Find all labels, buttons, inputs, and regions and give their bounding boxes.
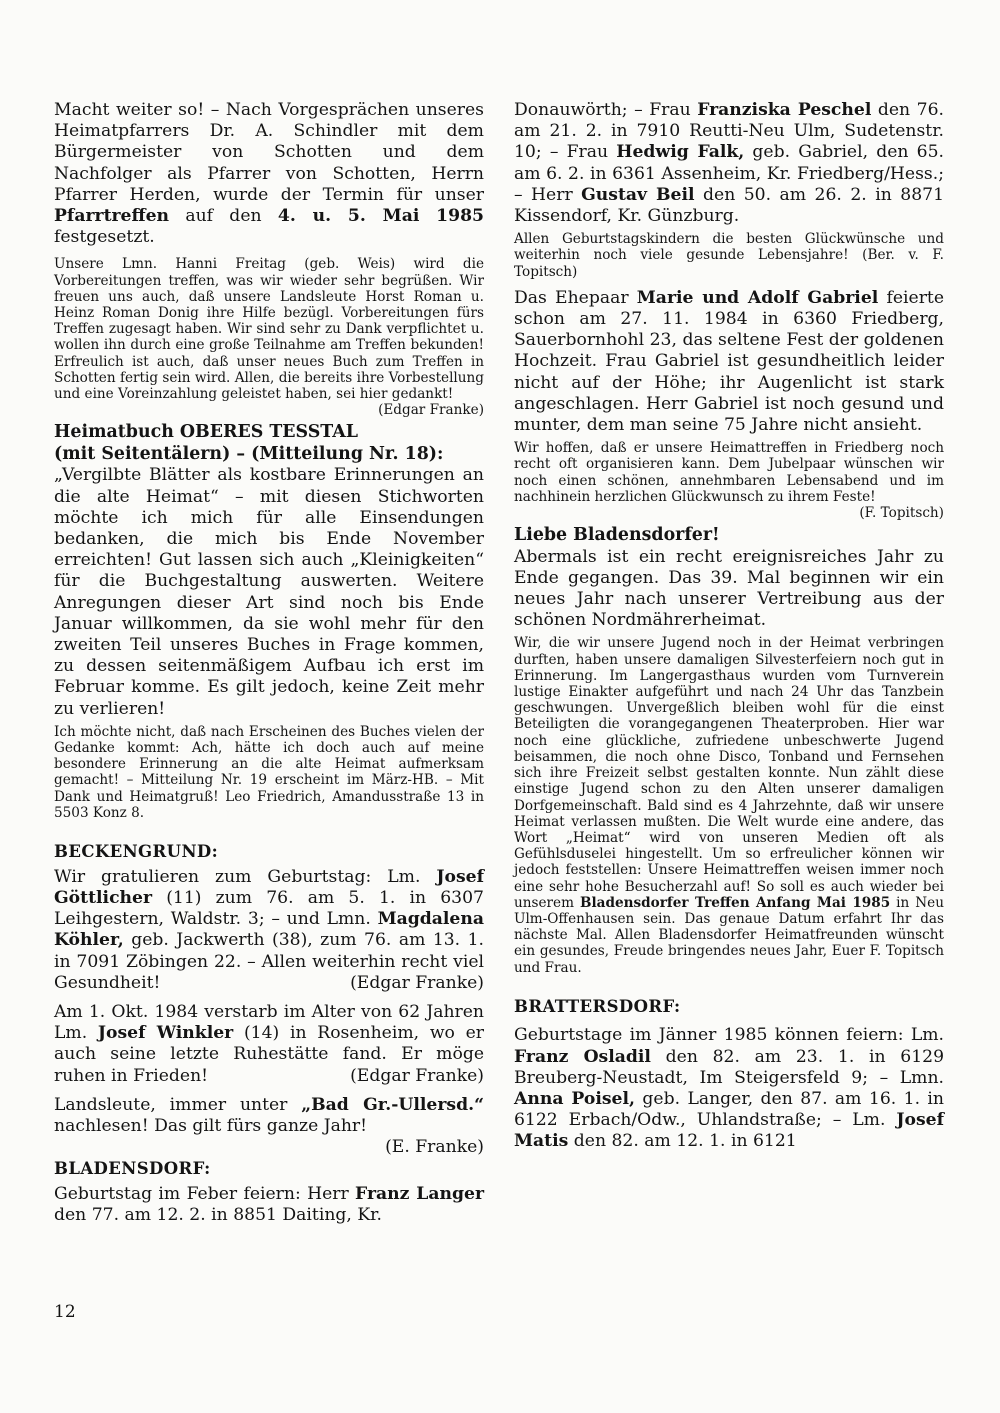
signature: (E. Franke) bbox=[385, 1137, 484, 1158]
heimatbuch-text: „Vergilbte Blätter als kostbare Erinnerungen an die alte Heimat“ – mit diesen Stichworten möchte ich mich für alle Einsendungen bedanken, die mich bis Ende November erreichten! Gut lassen sich auch „Kleinigkeiten“ für die Buchgestaltung auswerten. Weitere Anregungen dieser Art sind noch bis Ende Januar willkommen, da sie wohl mehr für den zweiten Teil unseres Buches in Frage kommen, zu dessen seitenmäßigem Aufbau ich erst im Februar komme. Es gilt jedoch, keine Zeit mehr zu verlieren! bbox=[54, 465, 484, 719]
article-schotten-intro: Macht weiter so! – Nach Vorgesprächen unseres Heimatpfarrers Dr. A. Schindler mit dem Bürgermeister von Schotten und dem Nachfolger als Pfarrer von Schotten, Herrn Pfarrer Herden, wurde der Termin für unser Pfarrtreffen auf den 4. u. 5. Mai 1985 festgesetzt. bbox=[54, 100, 485, 248]
heimatbuch-heading: Heimatbuch OBERES TESSTAL (mit Seitentälern) – (Mitteilung Nr. 18): bbox=[54, 422, 444, 464]
brattersdorf-heading: BRATTERSDORF: bbox=[514, 996, 681, 1016]
new-year-letter: Wir, die wir unsere Jugend noch in der Heimat verbringen durften, haben unsere damaligen Silvesterfeiern noch gut in Erinnerung. Im Langergasthaus wurden vom Turnverein lustige Einakter aufgeführt und nach 24 Uhr das Tanzbein geschwungen. Unvergeßlich bleiben wohl für die einst Beteiligten die vorangegangenen Theaterproben. Hier war noch eine glückliche, zufriedene unbeschwerte Jugend beisammen, die noch ohne Disco, Tonband und Fernsehen sich ihre Freizeit selbst gestalten konnte. Nun zählt diese einstige Jugend schon zu den Alten unserer damaligen Dorfgemeinschaft. Bald sind es 4 Jahrzehnte, daß wir unsere Heimat verlassen mußten. Die Welt wurde eine andere, das Wort „Heimat“ wird von unseren Medien oft als Gefühlsduselei hingestellt. Um so erfreulicher können wir jedoch feststellen: Unsere Heimattreffen weisen immer noch eine sehr hohe Besucherzahl auf! So soll es auch wieder bei unserem Bladensdorfer Treffen Anfang Mai 1985 in Neu Ulm-Offenhausen sein. Das genaue Datum erfahrt Ihr das nächste Mal. Allen Bladensdorfer Heimatfreunden wünscht ein gesundes, Freude bringendes neues Jahr, Euer F. Topitsch und Frau. bbox=[514, 635, 944, 976]
liebe-bladensdorfer-heading: Liebe Bladensdorfer! bbox=[514, 525, 720, 546]
beckengrund-birthdays: Wir gratulieren zum Geburtstag: Lm. Josef Göttlicher (11) zum 76. am 5. 1. in 6307 Leihgestern, Waldstr. 3; – und Lmn. Magdalena Köhler, geb. Jackwerth (38), zum 76. am 13. 1. in 7091 Zöbingen 22. – Allen weiterhin recht viel Gesundheit! (Edgar Franke) bbox=[54, 866, 484, 993]
signature: (F. Topitsch) bbox=[859, 505, 944, 522]
signature: (Edgar Franke) bbox=[350, 972, 484, 993]
page-number: 12 bbox=[54, 1302, 76, 1322]
bladensdorf-heading: BLADENSDORF: bbox=[54, 1159, 211, 1179]
article-schotten-details: Unsere Lmn. Hanni Freitag (geb. Weis) wird die Vorbereitungen treffen, was wir wieder sehr begrüßen. Wir freuen uns auch, daß unsere Landsleute Horst Roman u. Heinz Roman Donig ihre Hilfe bezügl. Vorbereitungen fürs Treffen zugesagt haben. Wir sind sehr zu Dank verpflichtet u. wollen ihn durch eine große Teilnahme am Treffen bekunden! Erfreulich ist auch, daß unser neues Buch zum Treffen in Schotten fertig sein wird. Allen, die bereits ihre Vorbestellung und eine Voreinzahlung geleistet haben, sei hier gedankt! (Edgar Franke) bbox=[54, 256, 484, 419]
beckengrund-heading: BECKENGRUND: bbox=[54, 842, 219, 862]
new-year-intro: Abermals ist ein recht ereignisreiches Jahr zu Ende gegangen. Das 39. Mal beginnen wir ein neues Jahr nach unserer Vertreibung aus der schönen Nordmährerheimat. bbox=[514, 546, 944, 631]
birthday-wishes: Allen Geburtstagskindern die besten Glückwünsche und weiterhin noch viele gesunde Lebensjahre! (Ber. v. F. Topitsch) bbox=[514, 231, 944, 280]
signature: (Edgar Franke) bbox=[378, 402, 484, 419]
brattersdorf-birthdays: Geburtstage im Jänner 1985 können feiern: Lm. Franz Osladil den 82. am 23. 1. in 6129 Breuberg-Neustadt, Im Steigersfeld 9; – Lmn. Anna Poisel, geb. Langer, den 87. am 16. 1. in 6122 Erbach/Odw., Uhlandstraße; – Lm. Josef Matis den 82. am 12. 1. in 6121 bbox=[514, 1025, 945, 1152]
golden-wedding: Das Ehepaar Marie und Adolf Gabriel feierte schon am 27. 11. 1984 in 6360 Friedberg, Sauerbornhohl 23, das seltene Fest der goldenen Hochzeit. Frau Gabriel ist gesundheitlich leider nicht auf der Höhe; ihr Augenlicht ist stark angeschlagen. Herr Gabriel ist noch gesund und munter, dem man seine 75 Jahre nicht ansieht. bbox=[514, 287, 945, 436]
heimatbuch-note: Ich möchte nicht, daß nach Erscheinen des Buches vielen der Gedanke kommt: Ach, hätte ich doch auch auf meine besondere Erinnerung an die alte Heimat aufmerksam gemacht! – Mitteilung Nr. 19 erscheint im März-HB. – Mit Dank und Heimatgruß! Leo Friedrich, Amandusstraße 13 in 5503 Konz 8. bbox=[54, 723, 484, 821]
golden-wedding-wishes: Wir hoffen, daß er unsere Heimattreffen in Friedberg noch recht oft organisieren kann. Dem Jubelpaar wünschen wir noch einen schönen, annehmbaren Lebensabend und im nachhinein herzlichen Glückwunsch zu ihrem Feste! (F. Topitsch) bbox=[514, 440, 944, 522]
bladensdorf-birthdays-cont: Donauwörth; – Frau Franziska Peschel den 76. am 21. 2. in 7910 Reutti-Neu Ulm, Sudetenstr. 10; – Frau Hedwig Falk, geb. Gabriel, den 65. am 6. 2. in 6361 Assenheim, Kr. Friedberg/Hess.; – Herr Gustav Beil den 50. am 26. 2. in 8871 Kissendorf, Kr. Günzburg. bbox=[514, 100, 945, 227]
right-column bbox=[514, 100, 944, 1153]
beckengrund-obituary: Am 1. Okt. 1984 verstarb im Alter von 62 Jahren Lm. Josef Winkler (14) in Rosenheim, wo er auch seine letzte Ruhestätte fand. Er möge ruhen in Frieden! (Edgar Franke) bbox=[54, 1001, 484, 1086]
left-column bbox=[54, 100, 484, 1226]
bladensdorf-birthdays: Geburtstag im Feber feiern: Herr Franz Langer den 77. am 12. 2. in 8851 Daiting, Kr. bbox=[54, 1183, 484, 1226]
landsleute-note: Landsleute, immer unter „Bad Gr.-Ullersd.“ nachlesen! Das gilt fürs ganze Jahr! bbox=[54, 1094, 484, 1136]
signature: (Edgar Franke) bbox=[350, 1065, 484, 1086]
